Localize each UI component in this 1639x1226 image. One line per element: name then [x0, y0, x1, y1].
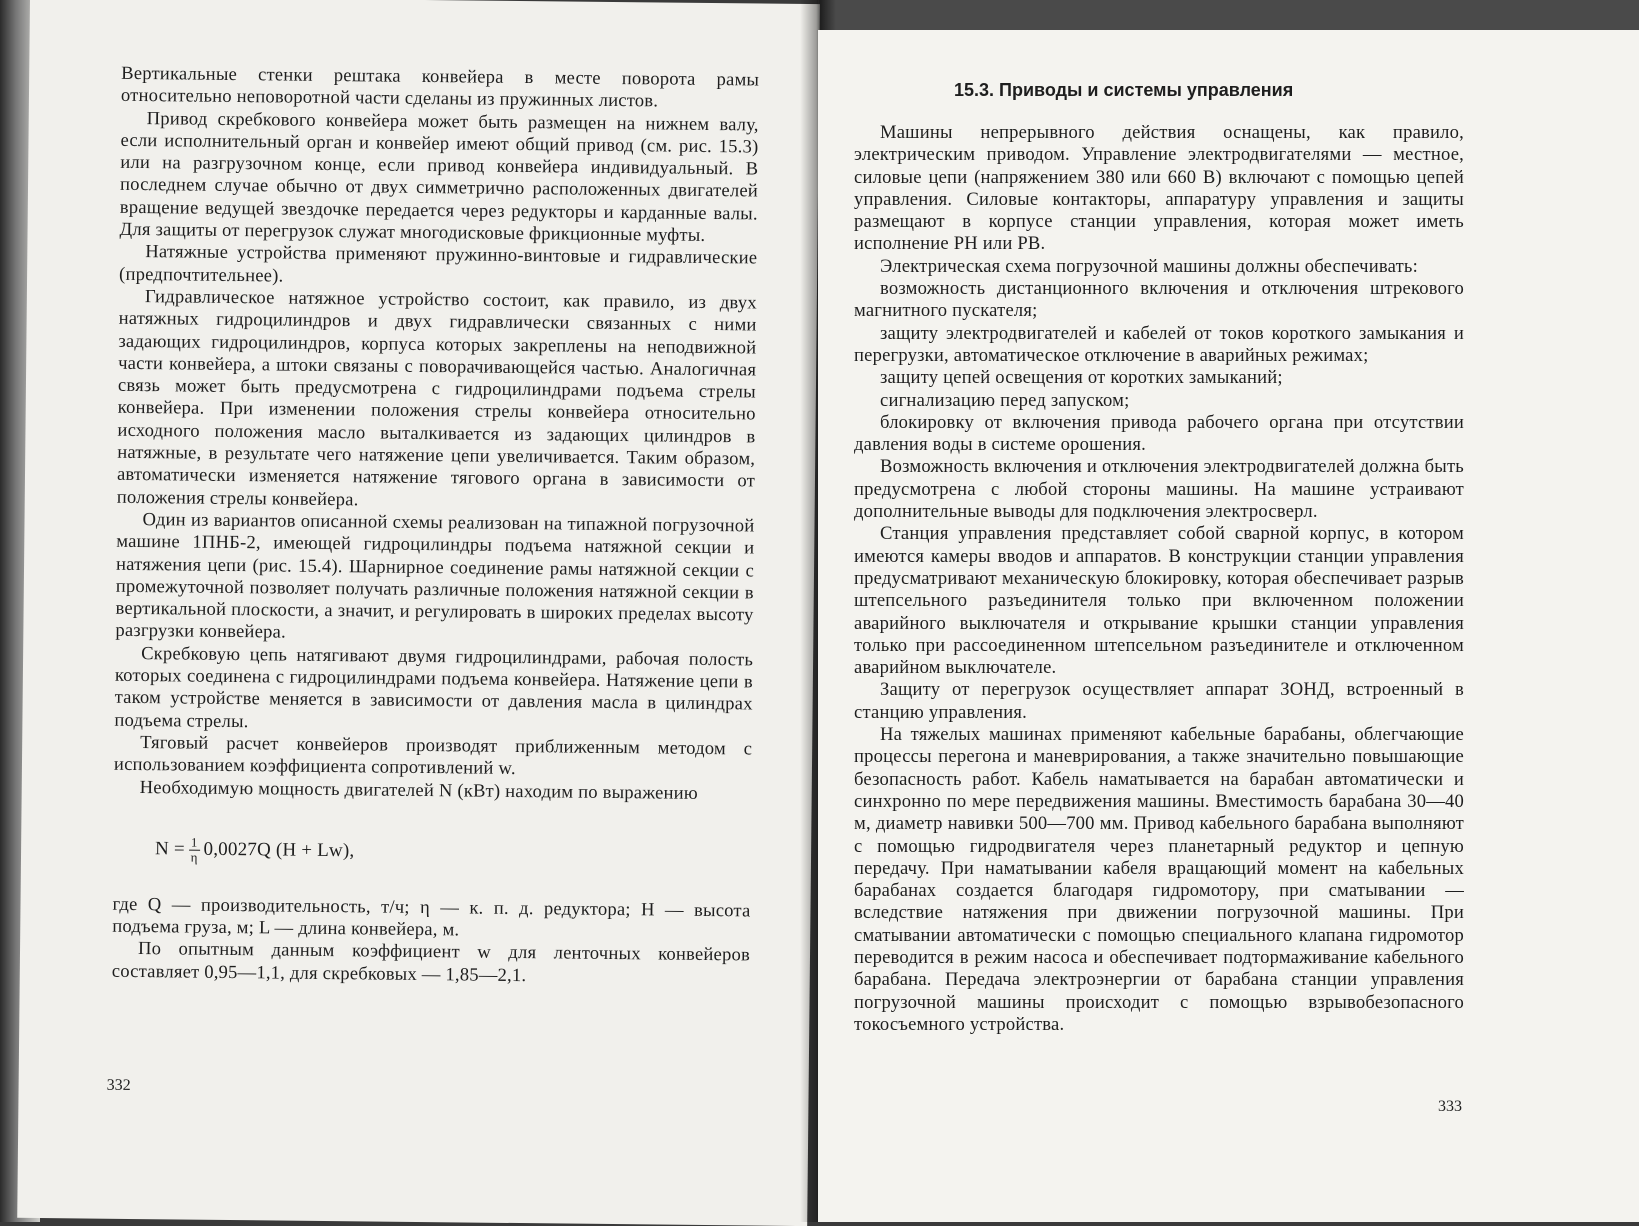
paragraph: Один из вариантов описанной схемы реализован на типажной погрузочной машине 1ПНБ-2, имеющей гидроцилиндры подъема натяжной секции и натяжения цепи (рис. 15.4). Шарнирное соединение рамы натяжной секции с промежуточной позволяет получать различные положения натяжной секции в вертикальной плоскости, а значит, и регулировать в широких пределах высоту разгрузки конвейера. — [115, 509, 755, 643]
formula-rhs: 0,0027Q (H + Lw), — [203, 838, 355, 862]
fraction-denominator: η — [190, 849, 198, 865]
power-formula — [155, 835, 751, 870]
fraction-numerator: 1 — [189, 835, 200, 850]
section-heading: 15.3. Приводы и системы управления — [954, 80, 1294, 100]
list-item: возможность дистанционного включения и отключения штрекового магнитного пускателя; — [854, 278, 1464, 322]
paragraph: По опытным данным коэффициент w для ленточных конвейеров составляет 0,95—1,1, для скребковых — 1,85—2,1. — [111, 938, 751, 986]
list-item: защиту электродвигателей и кабелей от токов короткого замыкания и перегрузки, автоматическое отключение в аварийных режимах; — [854, 322, 1464, 366]
page-number: 332 — [106, 1076, 131, 1094]
paragraph: Скребковую цепь натягивают двумя гидроцилиндрами, рабочая полость которых соединена с гидроцилиндрами подъема конвейера. Натяжение цепи в таком устройстве меняется в зависимости от давления масла в цилиндрах подъема стрелы. — [114, 642, 754, 732]
left-page — [17, 0, 820, 1226]
paragraph: Привод скребкового конвейера может быть размещен на нижнем валу, если исполнительный орган и конвейер имеют общий привод (см. рис. 15.3) или на разгрузочном конце, если привод конвейера индивидуальный. В последнем случае обычно от двух симметрично расположенных двигателей вращение ведущей звездочке передается через редукторы и карданные валы. Для защиты от перегрузок служат многодисковые фрикционные муфты. — [119, 107, 759, 247]
page-number: 333 — [1438, 1098, 1462, 1115]
paragraph: Натяжные устройства применяют пружинно-винтовые и гидравлические (предпочтительнее). — [119, 241, 758, 287]
paragraph: Вертикальные стенки рештака конвейера в месте поворота рамы относительно неповоротной части сделаны из пружинных листов. — [120, 62, 760, 112]
paragraph: На тяжелых машинах применяют кабельные барабаны, облегчающие процессы перегона и маневрирования, а также значительно повышающие безопасность работ. Кабель наматывается на барабан автоматически и синхронно по мере передвижения машины. Вместимость барабана 30—40 м, диаметр навивки 500—700 мм. Привод кабельного барабана выполняют с помощью гидродвигателя через планетарный редуктор и цепную передачу. При наматывании кабеля вращающий момент на кабельных барабанах создается благодаря гидромотору, при сматывании — вследствие натяжения при движении погрузочной машины. При сматывании автоматически с помощью специального клапана гидромотор переводится в режим насоса и обеспечивает подтормаживание кабельного барабана. Передача электроэнергии от барабана станции управления погрузочной машины происходит с помощью взрывобезопасного токосъемного устройства. — [854, 724, 1464, 1035]
paragraph: Машины непрерывного действия оснащены, как правило, электрическим приводом. Управление электродвигателями — местное, силовые цепи (напряжением 380 или 660 В) включают с помощью цепей управления. Силовые контакторы, аппаратуру управления и защиты размещают в корпусе станции управления, которая может иметь исполнение РН или РВ. — [854, 122, 1464, 255]
scan-border — [818, 0, 1639, 34]
paragraph: Тяговый расчет конвейеров производят приближенным методом с использованием коэффициента сопротивлений w. — [113, 731, 753, 780]
list-item: блокировку от включения привода рабочего органа при отсутствии давления воды в системе орошения. — [854, 411, 1464, 456]
paragraph: Возможность включения и отключения электродвигателей должна быть предусмотрена с любой стороны машины. На машине устраивают дополнительные выводы для подключения электросверл. — [854, 456, 1464, 523]
list-item: защиту цепей освещения от коротких замыканий; — [880, 367, 1283, 389]
paragraph: где Q — производительность, т/ч; η — к. п. д. редуктора; H — высота подъема груза, м; L — длина конвейера, м. — [112, 893, 751, 941]
formula-lhs: N = — [154, 838, 186, 860]
right-page — [818, 30, 1639, 1222]
paragraph: Электрическая схема погрузочной машины должны обеспечивать: — [880, 255, 1418, 277]
left-page-text — [112, 63, 760, 990]
right-page-text — [854, 122, 1464, 1036]
paragraph: Станция управления представляет собой сварной корпус, в котором имеются камеры вводов и аппаратов. В конструкции станции управления предусматривают механическую блокировку, которая обеспечивает разрыв штепсельного разъединителя только при включенном положении аварийного выключателя и открывание крышки станции управления только при рассоединенном штепсельном разъединителе и отключенном аварийном выключателе. — [854, 523, 1464, 679]
list-item: сигнализацию перед запуском; — [880, 389, 1130, 411]
paragraph: Защиту от перегрузок осуществляет аппарат ЗОНД, встроенный в станцию управления. — [854, 679, 1464, 723]
formula-fraction — [189, 835, 200, 864]
paragraph: Гидравлическое натяжное устройство состоит, как правило, из двух натяжных гидроцилиндров и двух гидравлически связанных с ними задающих гидроцилиндров, корпуса которых закреплены на неподвижной части конвейера, а штоки связаны с поворачивающейся частью. Аналогичная связь может быть предусмотрена с гидроцилиндрами подъема стрелы конвейера. При изменении положения стрелы конвейера относительно исходного положения масло выталкивается из задающих цилиндров в натяжные, в результате чего натяжение цепи увеличивается. Таким образом, автоматически изменяется натяжение тягового органа в зависимости от положения стрелы конвейера. — [116, 286, 757, 510]
paragraph: Необходимую мощность двигателей N (кВт) находим по выражению — [139, 776, 699, 804]
